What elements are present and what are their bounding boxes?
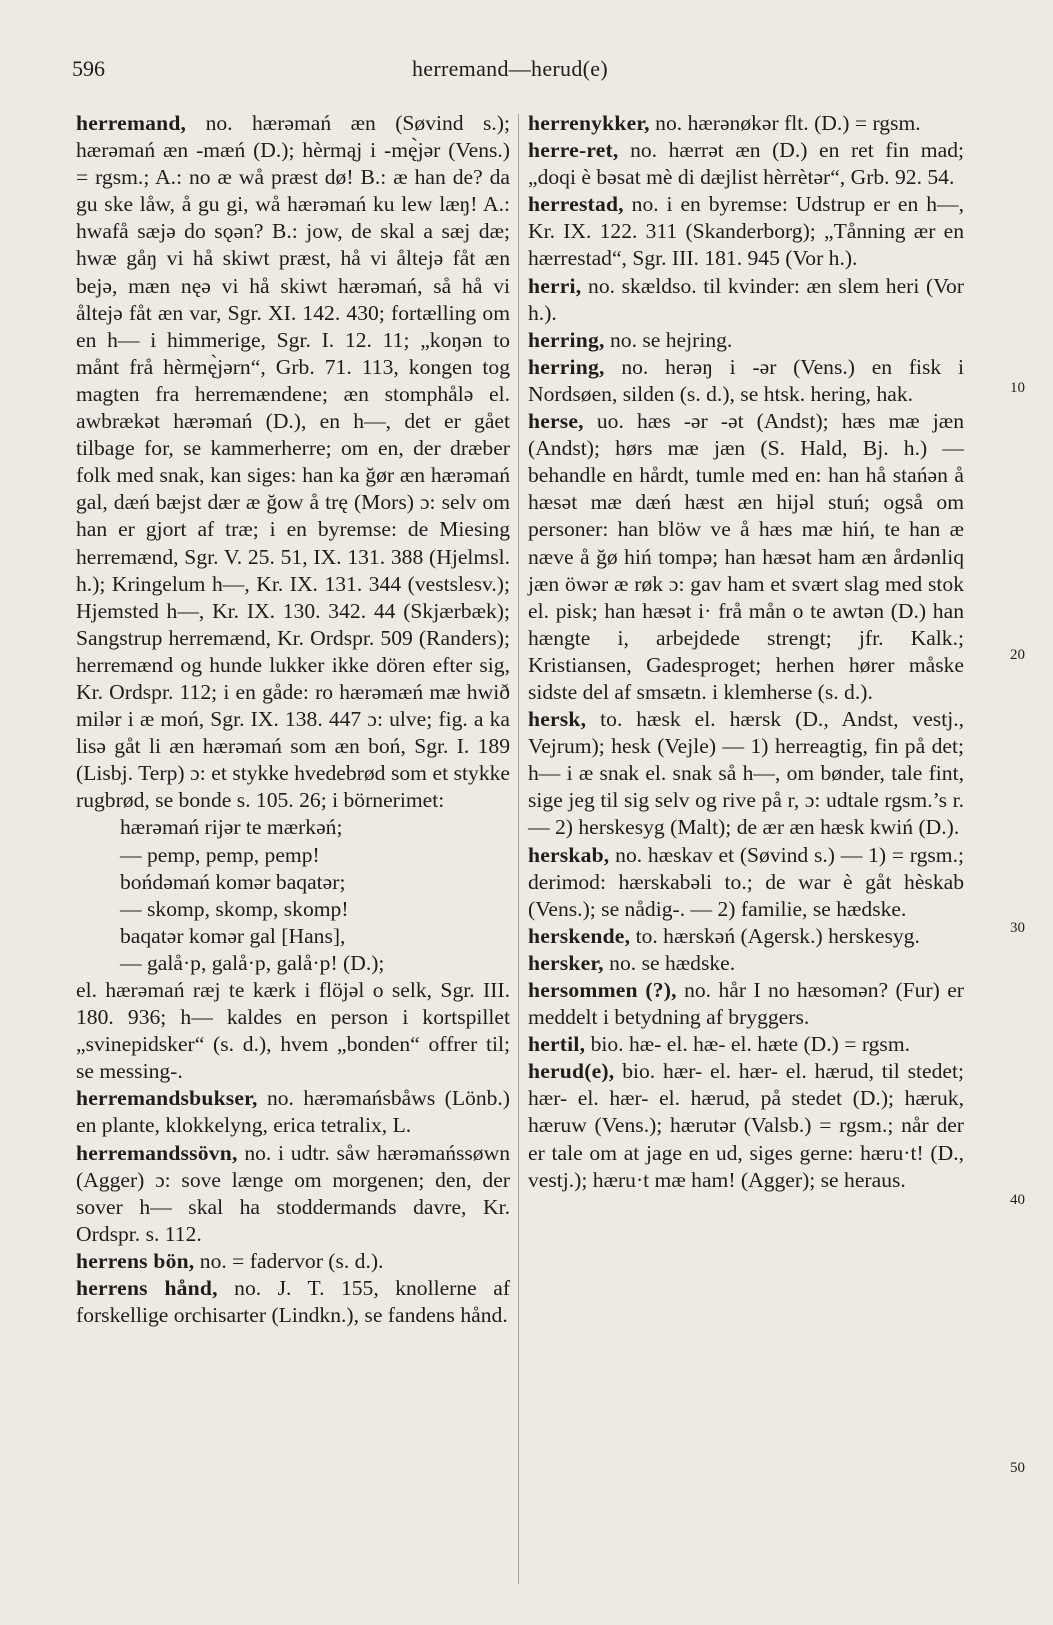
entry-headword: hersk, [528,707,587,732]
entry-text: no. hærənøkər flt. (D.) = rgsm. [649,111,921,135]
entry-text: no. i udtr. såw hærəmańssøwn (Agger) ɔ: sove længe om morgenen; den, der sover h— skal ha stoddermands davre, Kr. Ordspr. s. 112. [76,1140,510,1246]
entry-headword: hersommen (?), [528,978,677,1002]
dictionary-entry [528,977,964,1031]
entry-headword: herrestad, [528,192,624,217]
margin-line-number: 50 [1010,1460,1025,1476]
entry-text: el. hærəmań ræj te kærk i flöjəl o selk, Sgr. III. 180. 936; h— kaldes en person i kortspillet „svinepidsker“ (s. d.), hvem „bonden“ offrer til; se messing-. [76,978,510,1084]
entry-headword: herrens bön, [76,1248,195,1273]
entry-headword: herre-ret, [528,138,619,163]
entry-text: no. J. T. 155, knollerne af forskellige orchisarter (Lindkn.), se fandens hånd. [76,1276,511,1328]
dictionary-entry [528,191,964,272]
page-number: 596 [72,56,105,81]
entry-continuation [76,814,510,841]
dictionary-entry [528,273,964,327]
running-head: herremand—herud(e) [412,56,608,81]
entry-text: bońdəmań komər baqatər; [120,869,346,894]
entry-continuation [76,869,510,896]
entry-text: — skomp, skomp, skomp! [120,896,349,921]
margin-line-number: 10 [1010,380,1025,396]
entry-continuation [76,977,510,1085]
margin-line-number: 40 [1010,1192,1025,1208]
dictionary-entry [528,354,964,408]
dictionary-entry [528,842,964,923]
entry-text: — pemp, pemp, pemp! [120,842,320,867]
entry-headword: herrenykker, [528,111,650,135]
entry-text: no. i en byremse: Udstrup er en h—, Kr. IX. 122. 311 (Skanderborg); „Tånning ær en hærrestad“, Sgr. III. 181. 945 (Vor h.). [528,192,964,271]
entry-headword: herud(e), [528,1059,615,1084]
dictionary-entry [528,327,964,354]
dictionary-entry [76,1275,510,1329]
entry-text: to. hæsk el. hærsk (D., Andst, vestj., Vejrum); hesk (Vejle) — 1) herreagtig, fin på det; h— i æ snak el. snak så h—, om bønder, tale fint, sige jeg til sig selv og rive på r, ɔ: udtale rgsm.’s r. — 2) herskesyg (Malt); de ær æn hæsk kwiń (D.). [528,707,964,840]
entry-text: no. skældso. til kvinder: æn slem heri (Vor h.). [528,273,964,325]
dictionary-entry [76,1140,510,1248]
dictionary-entry [528,1058,964,1193]
dictionary-entry [528,137,964,191]
entry-headword: herring, [528,354,605,379]
right-column [528,110,964,1194]
entry-headword: herremandssövn, [76,1140,238,1165]
dictionary-entry [76,110,510,814]
entry-headword: herring, [528,327,605,352]
entry-headword: herskab, [528,842,610,867]
entry-headword: herremandsbukser, [76,1086,258,1111]
entry-text: no. herəŋ i -ər (Vens.) en fisk i Nordsøen, silden (s. d.), se htsk. hering, hak. [528,354,964,406]
dictionary-entry [76,1085,510,1139]
dictionary-entry [528,923,964,950]
entry-continuation [76,923,510,950]
entry-headword: hersker, [528,950,604,975]
entry-text: to. hærskəń (Agersk.) herskesyg. [630,923,920,948]
entry-text: uo. hæs -ər -ət (Andst); hæs mæ jæn (Andst); hørs mæ jæn (S. Hald, Bj. h.) — behandle en hårdt, tumle med en: han hå stańən å hæsət mæ dæń hæst æn hijəl stuń; også om personer: han blöw ve å hæs mæ hiń, te han æ næve å ğø hiń tompə; han hæsət ham æn årdənliq jæn öwər æ røk ɔ: gav ham et svært slag med stok el. pisk; han hæsət i· frå mån o te awtən (D.) han hængte i, arbejdede strengt; jfr. Kalk.; Kristiansen, Gadesproget; herhen hører måske sidste del af smsætn. i klemherse (s. d.). [528,409,964,704]
dictionary-entry [528,1031,964,1058]
entry-text: no. hærəmańsbåws (Lönb.) en plante, klokkelyng, erica tetralix, L. [76,1086,510,1138]
entry-text: no. = fadervor (s. d.). [194,1248,384,1273]
entry-text: bio. hæ- el. hæ- el. hæte (D.) = rgsm. [585,1032,911,1057]
entry-text: no. hæskav et (Søvind s.) — 1) = rgsm.; derimod: hærskabəli to.; de war è gåt hèskab (Vens.); se nådig-. — 2) familie, se hædske. [528,842,964,921]
entry-headword: herskende, [528,923,631,948]
entry-text: bio. hær- el. hær- el. hærud, til stedet; hær- el. hær- el. hærud, på stedet (D.); hæruk, hæruw (Vens.); hærutər (Valsb.) = rgsm.; når der er tale om at jage en ud, siges gerne: hæru·t! (D., vestj.); hæru·t mæ ham! (Agger); se heraus. [528,1059,964,1192]
entry-headword: herremand, [76,111,187,135]
entry-text: no. hærrət æn (D.) en ret fin mad; „doqi è bəsat mè di dæjlist hèrrètər“, Grb. 92. 54. [528,138,964,190]
entry-text: no. hår I no hæsomən? (Fur) er meddelt i betydning af bryggers. [528,978,964,1030]
entry-text: — galå·p, galå·p, galå·p! (D.); [120,950,385,975]
dictionary-entry [528,706,964,841]
entry-continuation [76,896,510,923]
entry-text: no. hærəmań æn (Søvind s.); hærəmań æn -mæń (D.); hèrmąj i -mę̀jər (Vens.) = rgsm.; A.: no æ wå præst dø! B.: æ han de? da gu ske låw, å gu gi, wå hærəmań ku lew læŋ! A.: hwafå sæjə do sǫən? B.: jow, de skal a sæj dæ; hwæ gåŋ vi hå skiwt præst, hå vi åltejə fåt æn bejə, mæn nęə vi hå skiwt hærəmań, så hå vi åltejə fåt æn var, Sgr. XI. 142. 430; fortælling om en h— i himmerige, Sgr. I. 12. 11; „koŋən to månt frå hèrmę̀jərn“, Grb. 71. 113, kongen tog magten fra herremændene; æn stomphålə el. awbrækət hærəmań (D.), en h—, det er gået tilbage for, se kammerherre; om en, der dræber folk med snak, kan siges: han ka ğør æn hærəmań gal, dæń bæjst dær æ ğow å trę (Mors) ɔ: selv om han er gjort af træ; i en byremse: de Miesing herremænd, Sgr. V. 25. 51, IX. 131. 388 (Hjelmsl. h.); Kringelum h—, Kr. IX. 131. 344 (vestslesv.); Hjemsted h—, Kr. IX. 130. 342. 44 (Skjærbæk); Sangstrup herremænd, Kr. Ordspr. 509 (Randers); herremænd og hunde lukker ikke dören efter sig, Kr. Ordspr. 112; i en gåde: ro hærəmæń mæ hwið milər i æ moń, Sgr. IX. 138. 447 ɔ: ulve; fig. a ka lisə gåt li æn hærəmań som æn boń, Sgr. I. 189 (Lisbj. Terp) ɔ: et stykke hvedebrød som et stykke rugbrød, se bonde s. 105. 26; i börnerimet: [76,111,510,813]
dictionary-entry [528,408,964,706]
margin-line-number: 20 [1010,647,1025,663]
entry-text: baqatər komər gal [Hans], [120,923,346,948]
margin-line-number: 30 [1010,920,1025,936]
dictionary-entry [76,1248,510,1275]
left-column [76,110,510,1329]
entry-continuation [76,950,510,977]
entry-headword: herrens hånd, [76,1276,218,1301]
entry-text: hærəmań rijər te mærkəń; [120,815,343,840]
entry-text: no. se hejring. [604,327,733,352]
entry-text: no. se hædske. [603,950,736,975]
entry-continuation [76,842,510,869]
entry-headword: herse, [528,409,584,434]
entry-headword: herri, [528,273,582,298]
entry-headword: hertil, [528,1032,586,1057]
dictionary-entry [528,110,964,137]
dictionary-entry [528,950,964,977]
